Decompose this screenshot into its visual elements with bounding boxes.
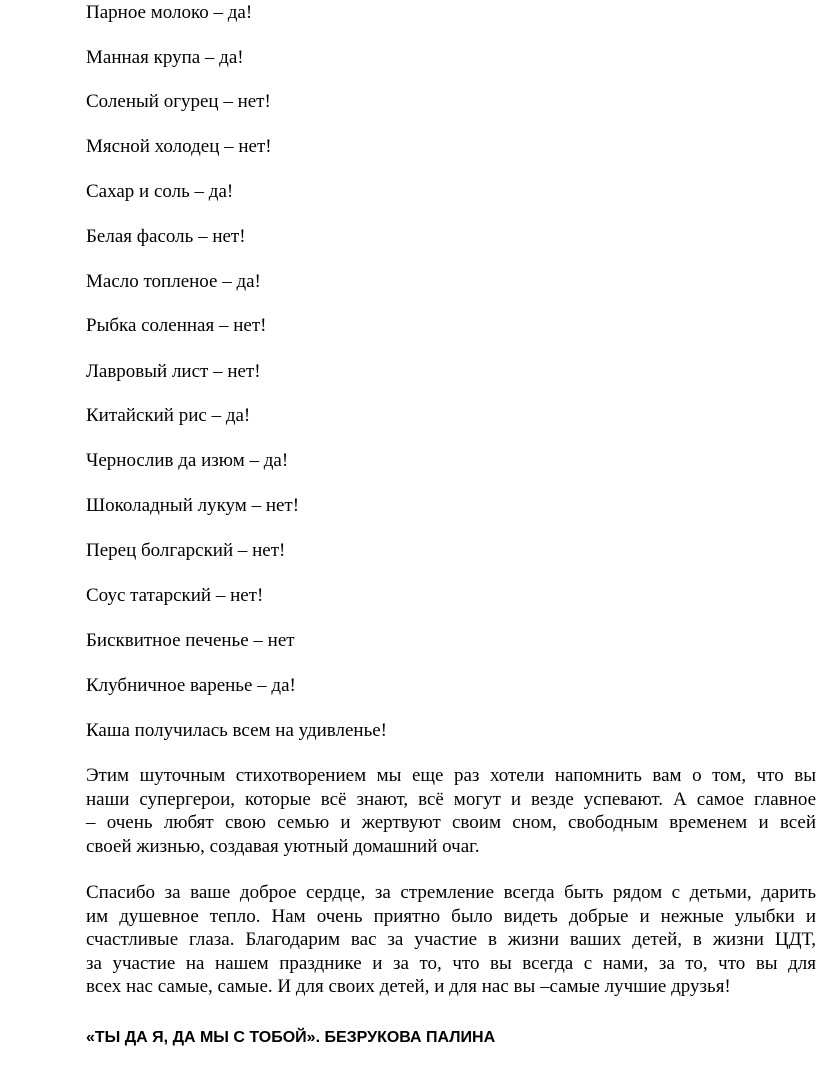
section-heading: «ТЫ ДА Я, ДА МЫ С ТОБОЙ». БЕЗРУКОВА ПАЛИНА [86, 1029, 496, 1046]
poem-line: Клубничное варенье – да! [86, 675, 296, 696]
poem-line: Соус татарский – нет! [86, 585, 264, 606]
poem-line: Манная крупа – да! [86, 47, 244, 68]
paragraph-thanks [86, 881, 816, 999]
poem-line: Белая фасоль – нет! [86, 226, 246, 247]
poem-line: Сахар и соль – да! [86, 181, 234, 202]
poem-line: Лавровый лист – нет! [86, 361, 261, 382]
poem-line: Шоколадный лукум – нет! [86, 495, 300, 516]
poem-line: Рыбка соленная – нет! [86, 315, 267, 336]
paragraph-line: наши супергерои, которые всё знают, всё могут и везде успевают. А самое главное [86, 788, 816, 810]
paragraph-appreciation [86, 764, 816, 858]
poem-line: Парное молоко – да! [86, 2, 253, 23]
poem-line: Масло топленое – да! [86, 271, 261, 292]
paragraph-line: – очень любят свою семью и жертвуют своим сном, свободным временем и всей [86, 812, 816, 833]
paragraph-line: за участие на нашем празднике и за то, что вы всегда с нами, за то, что вы для [86, 952, 816, 974]
paragraph-line: счастливые глаза. Благодарим вас за участие в жизни ваших детей, в жизни ЦДТ, [86, 929, 816, 950]
poem-line: Мясной холодец – нет! [86, 136, 272, 157]
paragraph-line: им душевное тепло. Нам очень приятно было видеть добрые и нежные улыбки и [86, 905, 816, 927]
paragraph-line: Спасибо за ваше доброе сердце, за стремление всегда быть рядом с детьми, дарить [86, 882, 816, 903]
poem-line: Перец болгарский – нет! [86, 540, 286, 561]
poem-line: Каша получилась всем на удивленье! [86, 720, 388, 741]
poem-line: Бисквитное печенье – нет [86, 630, 295, 651]
paragraph-line: Этим шуточным стихотворением мы еще раз хотели напомнить вам о том, что вы [86, 765, 816, 786]
paragraph-line: своей жизнью, создавая уютный домашний очаг. [86, 835, 480, 857]
poem-line: Чернослив да изюм – да! [86, 450, 289, 471]
paragraph-line: всех нас самые, самые. И для своих детей, и для нас вы –самые лучшие друзья! [86, 976, 731, 997]
poem-line: Соленый огурец – нет! [86, 91, 271, 112]
poem-line: Китайский рис – да! [86, 405, 251, 426]
